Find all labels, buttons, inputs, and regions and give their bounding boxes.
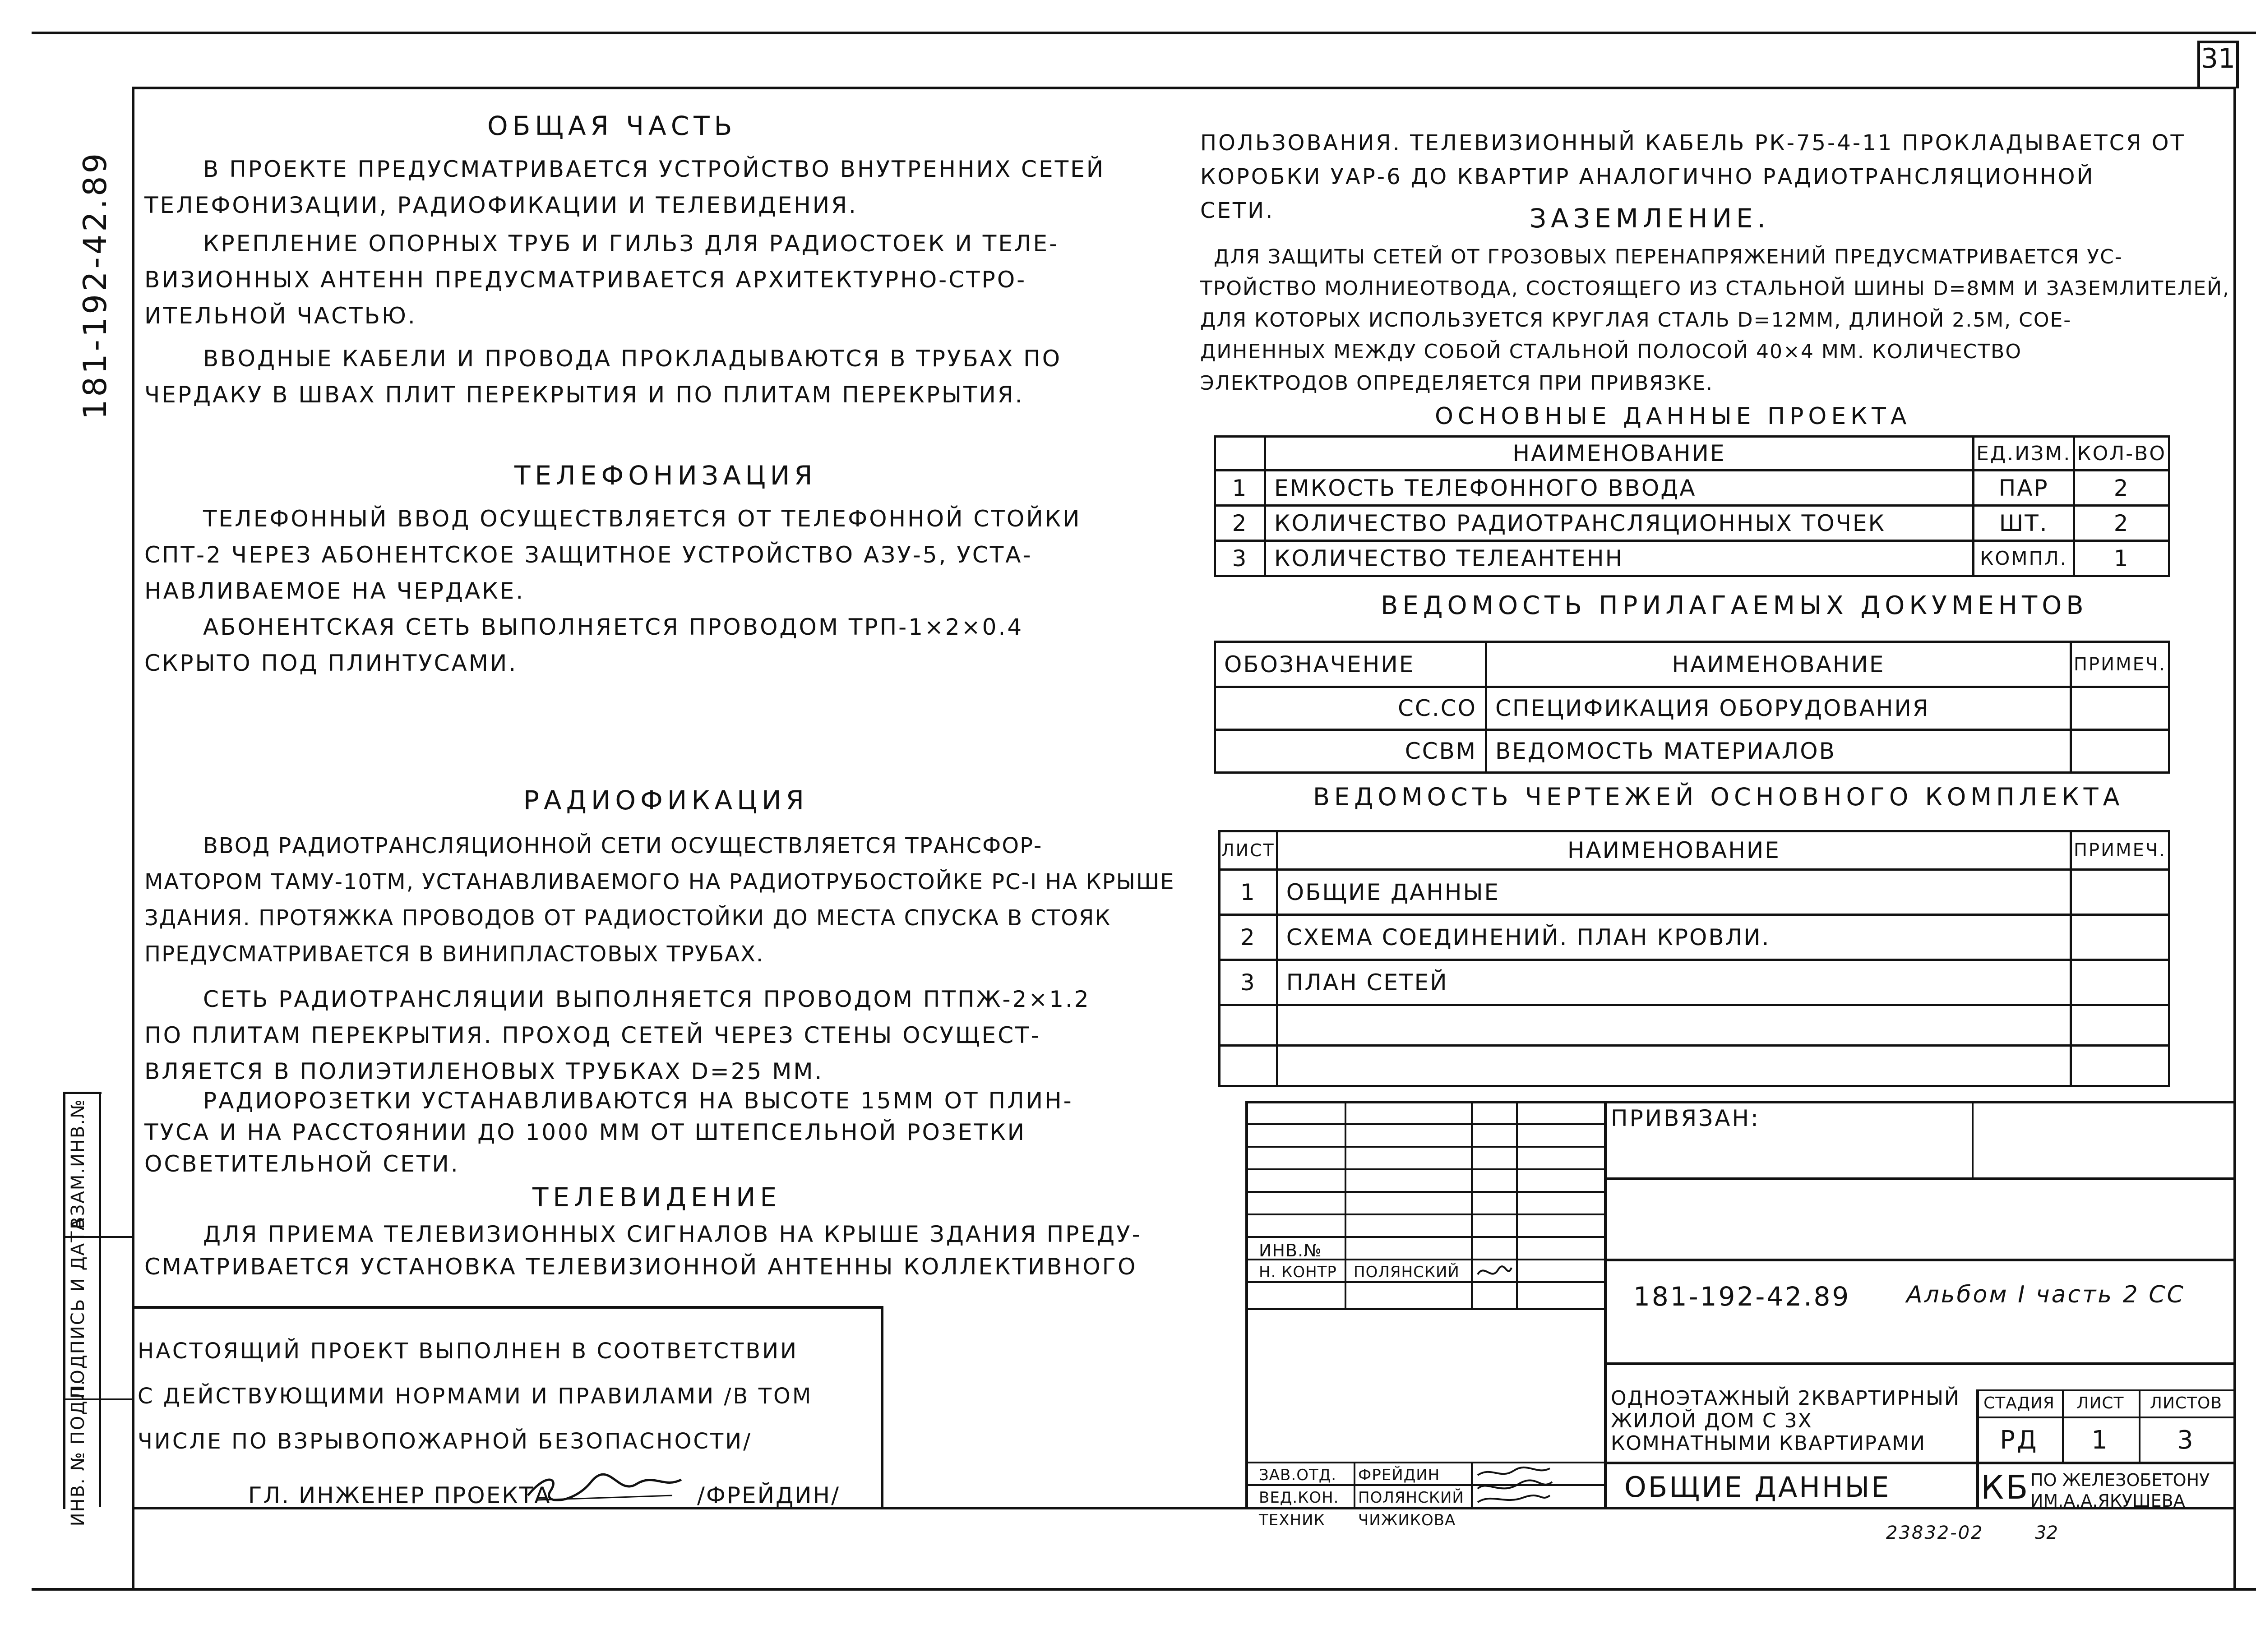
staff-role-3: ТЕХНИК — [1259, 1511, 1325, 1529]
tb-hline — [1976, 1417, 2233, 1418]
tb-hline — [1604, 1462, 2233, 1464]
bottom-border — [32, 1588, 2256, 1591]
compliance-line-2: С ДЕЙСТВУЮЩИМИ НОРМАМИ И ПРАВИЛАМИ /В ТОМ — [138, 1384, 813, 1409]
table-row: 2 — [1215, 506, 1265, 541]
radio-heading: РАДИОФИКАЦИЯ — [523, 785, 809, 816]
inv-label: ИНВ.№ — [1259, 1241, 1322, 1260]
general-heading: ОБЩАЯ ЧАСТЬ — [487, 111, 737, 141]
side-strip-divider — [99, 1092, 101, 1507]
tb-hline — [1245, 1168, 1604, 1170]
radio-paragraph-3: РАДИОРОЗЕТКИ УСТАНАВЛИВАЮТСЯ НА ВЫСОТЕ 15ММ ОТ ПЛИН- ТУСА И НА РАССТОЯНИИ ДО 1000 ММ ОТ ШТЕПСЕЛЬНОЙ РОЗЕТКИ ОСВЕТИТЕЛЬНОЙ СЕТИ. — [144, 1088, 1073, 1177]
drawings-list-title: ВЕДОМОСТЬ ЧЕРТЕЖЕЙ ОСНОВНОГО КОМПЛЕКТА — [1313, 783, 2124, 811]
staff-name-1: ФРЕЙДИН — [1358, 1466, 1440, 1484]
table-row — [1220, 1005, 1277, 1046]
tb-hline — [1245, 1146, 1604, 1148]
table-cell — [2071, 870, 2169, 915]
table-cell: 1 — [2074, 541, 2169, 576]
compliance-line-3: ЧИСЛЕ ПО ВЗРЫВОПОЖАРНОЙ БЕЗОПАСНОСТИ/ — [138, 1429, 753, 1454]
drawings-header-sheet: ЛИСТ — [1220, 831, 1277, 870]
table-row: СС.СО — [1215, 687, 1486, 730]
grounding-paragraph: ДЛЯ ЗАЩИТЫ СЕТЕЙ ОТ ГРОЗОВЫХ ПЕРЕНАПРЯЖЕНИЙ ПРЕДУСМАТРИВАЕТСЯ УС- ТРОЙСТВО МОЛНИЕОТВОДА, СОСТОЯЩЕГО ИЗ СТАЛЬНОЙ ШИНЫ D=8ММ И ЗАЗЕМЛИТЕЛЕЙ, ДЛЯ КОТОРЫХ ИСПОЛЬЗУЕТСЯ КРУГЛАЯ СТАЛЬ D=12ММ, ДЛИНОЙ 2.5М, СОЕ- ДИНЕННЫХ МЕЖДУ СОБОЙ СТАЛЬНОЙ ПОЛОСОЙ 40×4 ММ. КОЛИЧЕСТВО ЭЛЕКТРОДОВ ОПРЕДЕЛЯЕТСЯ ПРИ ПРИВЯЗКЕ. — [1200, 245, 2230, 395]
table-cell: ЕМКОСТЬ ТЕЛЕФОННОГО ВВОДА — [1265, 471, 1974, 506]
table-row: 1 — [1215, 471, 1265, 506]
chief-engineer-signature — [519, 1464, 690, 1514]
general-paragraph-2: КРЕПЛЕНИЕ ОПОРНЫХ ТРУБ И ГИЛЬЗ ДЛЯ РАДИОСТОЕК И ТЕЛЕ- ВИЗИОННЫХ АНТЕНН ПРЕДУСМАТРИВАЕТСЯ АРХИТЕКТУРНО-СТРО- ИТЕЛЬНОЙ ЧАСТЬЮ. — [144, 231, 1059, 329]
basic-header-unit: ЕД.ИЗМ. — [1974, 437, 2074, 471]
table-cell — [2071, 1005, 2169, 1046]
table-cell — [2071, 915, 2169, 960]
telephony-paragraph-1: ТЕЛЕФОННЫЙ ВВОД ОСУЩЕСТВЛЯЕТСЯ ОТ ТЕЛЕФОННОЙ СТОЙКИ СПТ-2 ЧЕРЕЗ АБОНЕНТСКОЕ ЗАЩИТНОЕ УСТРОЙСТВО АЗУ-5, УСТА- НАВЛИВАЕМОЕ НА ЧЕРДАКЕ. — [144, 506, 1082, 604]
sheet-title: ОБЩИЕ ДАННЫЕ — [1624, 1471, 1891, 1504]
norm-control-name: ПОЛЯНСКИЙ — [1354, 1263, 1460, 1281]
tb-vline — [1516, 1101, 1518, 1308]
table-row: 3 — [1215, 541, 1265, 576]
table-cell: КОЛИЧЕСТВО РАДИОТРАНСЛЯЦИОННЫХ ТОЧЕК — [1265, 506, 1974, 541]
tb-vline — [2139, 1389, 2140, 1462]
table-row: ССВМ — [1215, 730, 1486, 773]
table-row: 2 — [1220, 915, 1277, 960]
staff-signatures — [1473, 1464, 1554, 1507]
tb-vline — [1471, 1101, 1473, 1308]
top-border — [32, 32, 2256, 34]
staff-name-3: ЧИЖИКОВА — [1358, 1511, 1456, 1529]
basic-data-table — [1214, 435, 2170, 577]
org-name: ПО ЖЕЛЕЗОБЕТОНУ ИМ.А.А.ЯКУШЕВА — [2030, 1470, 2210, 1511]
tb-hline — [1604, 1177, 2233, 1180]
general-paragraph-3: ВВОДНЫЕ КАБЕЛИ И ПРОВОДА ПРОКЛАДЫВАЮТСЯ В ТРУБАХ ПО ЧЕРДАКУ В ШВАХ ПЛИТ ПЕРЕКРЫТИЯ И ПО ПЛИТАМ ПЕРЕКРЫТИЯ. — [144, 346, 1062, 408]
table-cell — [2071, 687, 2169, 730]
tb-vline — [1972, 1101, 1974, 1177]
tb-hline — [1245, 1123, 1604, 1125]
org-mark: КБ — [1981, 1468, 2030, 1506]
drawings-header-note: ПРИМЕЧ. — [2071, 831, 2169, 870]
general-paragraph-1: В ПРОЕКТЕ ПРЕДУСМАТРИВАЕТСЯ УСТРОЙСТВО ВНУТРЕННИХ СЕТЕЙ ТЕЛЕФОНИЗАЦИИ, РАДИОФИКАЦИИ И ТЕЛЕВИДЕНИЯ. — [144, 156, 1105, 218]
telephony-heading: ТЕЛЕФОНИЗАЦИЯ — [514, 460, 817, 491]
sheets-value: 3 — [2177, 1426, 2195, 1455]
side-label-replace: ВЗАМ.ИНВ.№ — [68, 1098, 88, 1229]
table-cell — [2071, 960, 2169, 1005]
tb-vline — [1345, 1101, 1346, 1308]
grounding-heading: ЗАЗЕМЛЕНИЕ. — [1530, 203, 1771, 234]
staff-role-1: ЗАВ.ОТД. — [1259, 1466, 1337, 1484]
tb-hline — [1604, 1259, 2233, 1261]
tb-hline — [1245, 1308, 1604, 1310]
table-cell: СХЕМА СОЕДИНЕНИЙ. ПЛАН КРОВЛИ. — [1277, 915, 2071, 960]
norm-control-signature — [1475, 1261, 1514, 1283]
tv-heading: ТЕЛЕВИДЕНИЕ — [532, 1182, 781, 1213]
norm-control-label: Н. КОНТР — [1259, 1263, 1337, 1281]
footer-number: 32 — [2035, 1523, 2058, 1543]
chief-engineer-label: ГЛ. ИНЖЕНЕР ПРОЕКТА — [248, 1482, 551, 1509]
table-cell — [2071, 730, 2169, 773]
object-name: ОДНОЭТАЖНЫЙ 2КВАРТИРНЫЙ ЖИЛОЙ ДОМ С 3Х КОМНАТНЫМИ КВАРТИРАМИ — [1611, 1387, 1960, 1455]
tb-hline — [1245, 1462, 1604, 1463]
table-cell — [1277, 1046, 2071, 1086]
staff-name-2: ПОЛЯНСКИЙ — [1358, 1489, 1464, 1507]
tb-hline — [1245, 1281, 1604, 1283]
table-cell: ШТ. — [1974, 506, 2074, 541]
tb-hline — [1245, 1214, 1604, 1215]
tb-main-divider — [1604, 1101, 1607, 1507]
sheet-header: ЛИСТ — [2076, 1394, 2124, 1412]
table-cell: ПЛАН СЕТЕЙ — [1277, 960, 2071, 1005]
table-cell: ПАР — [1974, 471, 2074, 506]
footer-code: 23832-02 — [1886, 1523, 1984, 1543]
table-row: 1 — [1220, 870, 1277, 915]
doc-code: 181-192-42.89 — [1633, 1281, 1851, 1312]
tb-hline — [1604, 1362, 2233, 1365]
drawings-header-name: НАИМЕНОВАНИЕ — [1277, 831, 2071, 870]
table-cell: КОМПЛ. — [1974, 541, 2074, 576]
table-cell: 2 — [2074, 471, 2169, 506]
side-code: 181-192-42.89 — [77, 150, 114, 420]
tv-continuation: ПОЛЬЗОВАНИЯ. ТЕЛЕВИЗИОННЫЙ КАБЕЛЬ РК-75-4-11 ПРОКЛАДЫВАЕТСЯ ОТ КОРОБКИ УАР-6 ДО КВАРТИР АНАЛОГИЧНО РАДИОТРАНСЛЯЦИОННОЙ СЕТИ. — [1200, 130, 2186, 223]
basic-data-title: ОСНОВНЫЕ ДАННЫЕ ПРОЕКТА — [1435, 403, 1911, 430]
sheet-number: 31 — [2201, 43, 2236, 74]
basic-header-qty: КОЛ-ВО — [2074, 437, 2169, 471]
telephony-paragraph-2: АБОНЕНТСКАЯ СЕТЬ ВЫПОЛНЯЕТСЯ ПРОВОДОМ ТРП-1×2×0.4 СКРЫТО ПОД ПЛИНТУСАМИ. — [144, 614, 1024, 676]
tb-vline — [2062, 1389, 2064, 1462]
tb-hline — [1976, 1389, 2233, 1391]
table-cell: СПЕЦИФИКАЦИЯ ОБОРУДОВАНИЯ — [1486, 687, 2071, 730]
frame-top — [132, 87, 2236, 89]
tb-hline — [1245, 1236, 1604, 1238]
album-label: Альбом I часть 2 СС — [1906, 1281, 2185, 1308]
sheet-value: 1 — [2091, 1426, 2109, 1455]
docs-header-name: НАИМЕНОВАНИЕ — [1486, 642, 2071, 687]
staff-role-2: ВЕД.КОН. — [1259, 1489, 1339, 1507]
basic-header-num — [1215, 437, 1265, 471]
tv-paragraph-1: ДЛЯ ПРИЕМА ТЕЛЕВИЗИОННЫХ СИГНАЛОВ НА КРЫШЕ ЗДАНИЯ ПРЕДУ- СМАТРИВАЕТСЯ УСТАНОВКА ТЕЛЕВИЗИОННОЙ АНТЕННЫ КОЛЛЕКТИВНОГО — [144, 1221, 1142, 1280]
attached-docs-table — [1214, 641, 2170, 774]
stage-header: СТАДИЯ — [1983, 1394, 2055, 1412]
table-cell: ОБЩИЕ ДАННЫЕ — [1277, 870, 2071, 915]
table-cell: 2 — [2074, 506, 2169, 541]
side-label-sign: ПОДПИСЬ И ДАТА — [68, 1217, 88, 1398]
docs-header-note: ПРИМЕЧ. — [2071, 642, 2169, 687]
radio-paragraph-2: СЕТЬ РАДИОТРАНСЛЯЦИИ ВЫПОЛНЯЕТСЯ ПРОВОДОМ ПТПЖ-2×1.2 ПО ПЛИТАМ ПЕРЕКРЫТИЯ. ПРОХОД СЕТЕЙ ЧЕРЕЗ СТЕНЫ ОСУЩЕСТ- ВЛЯЕТСЯ В ПОЛИЭТИЛЕНОВЫХ ТРУБКАХ D=25 ММ. — [144, 986, 1091, 1084]
chief-engineer-name: /ФРЕЙДИН/ — [697, 1482, 840, 1509]
table-row: 3 — [1220, 960, 1277, 1005]
table-cell — [1277, 1005, 2071, 1046]
attached-docs-title: ВЕДОМОСТЬ ПРИЛАГАЕМЫХ ДОКУМЕНТОВ — [1381, 591, 2088, 620]
compliance-line-1: НАСТОЯЩИЙ ПРОЕКТ ВЫПОЛНЕН В СООТВЕТСТВИИ — [138, 1338, 799, 1364]
stage-value: РД — [2000, 1426, 2039, 1455]
basic-header-name: НАИМЕНОВАНИЕ — [1265, 437, 1974, 471]
side-label-inv: ИНВ. № ПОДЛ. — [68, 1379, 88, 1527]
sheets-header: ЛИСТОВ — [2150, 1394, 2223, 1412]
table-cell: КОЛИЧЕСТВО ТЕЛЕАНТЕНН — [1265, 541, 1974, 576]
table-cell: ВЕДОМОСТЬ МАТЕРИАЛОВ — [1486, 730, 2071, 773]
docs-header-code: ОБОЗНАЧЕНИЕ — [1215, 642, 1486, 687]
table-cell — [2071, 1046, 2169, 1086]
bound-label: ПРИВЯЗАН: — [1611, 1105, 1760, 1131]
tb-hline — [1245, 1191, 1604, 1193]
drawings-list-table — [1218, 830, 2170, 1087]
table-row — [1220, 1046, 1277, 1086]
radio-paragraph-1: ВВОД РАДИОТРАНСЛЯЦИОННОЙ СЕТИ ОСУЩЕСТВЛЯЕТСЯ ТРАНСФОР- МАТОРОМ ТАМУ-10ТМ, УСТАНАВЛИВАЕМОГО НА РАДИОТРУБОСТОЙКЕ РС-I НА КРЫШЕ ЗДАНИЯ. ПРОТЯЖКА ПРОВОДОВ ОТ РАДИОСТОЙКИ ДО МЕСТА СПУСКА В СТОЯК ПРЕДУСМАТРИВАЕТСЯ В ВИНИПЛАСТОВЫХ ТРУБАХ. — [144, 833, 1175, 967]
